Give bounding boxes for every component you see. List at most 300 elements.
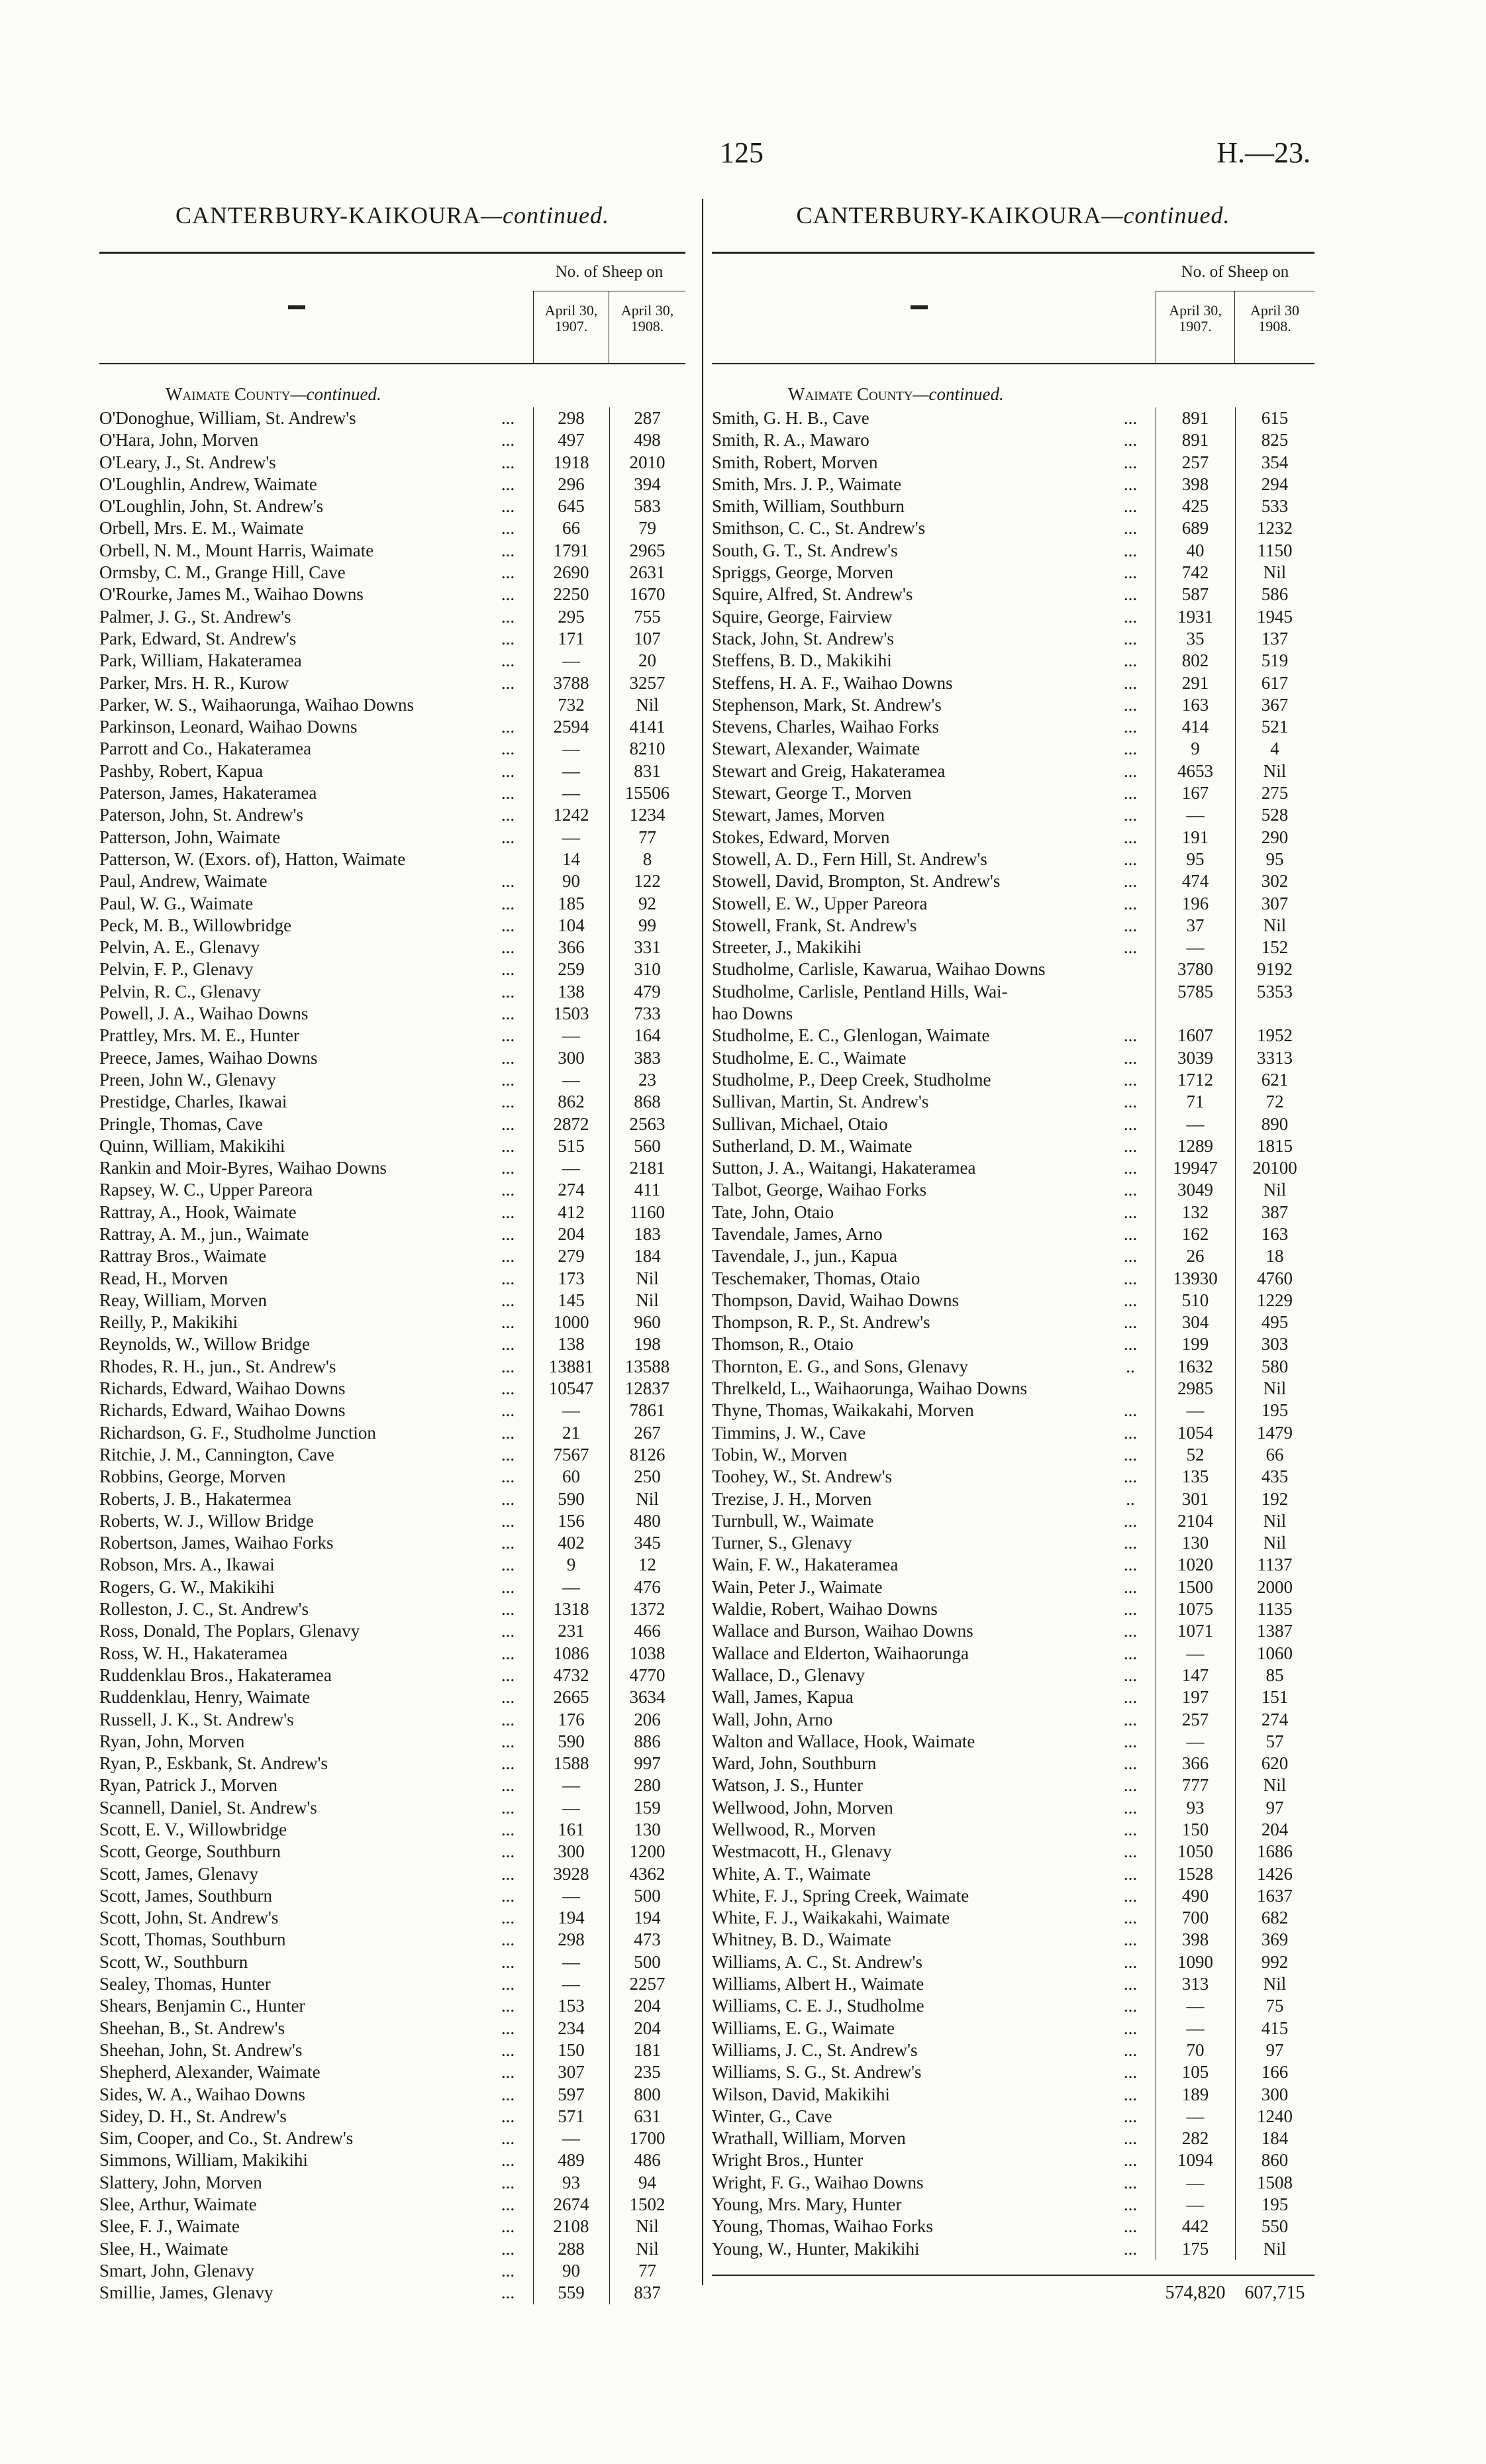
entry-name: Teschemaker, Thomas, Otaio: [712, 1268, 920, 1288]
entry-name: Ruddenklau Bros., Hakateramea: [99, 1665, 332, 1685]
entry-name: Peck, M. B., Willowbridge: [99, 915, 292, 935]
sheep-1908: Nil: [636, 694, 659, 715]
entry-name: White, F. J., Spring Creek, Waimate: [712, 1885, 969, 1906]
sheep-1908: 500: [634, 1951, 661, 1972]
sheep-1907: 515: [558, 1135, 585, 1156]
table-row: [99, 584, 685, 605]
sheep-1908: 195: [1261, 2194, 1289, 2215]
sheep-1907: 1050: [1177, 1841, 1213, 1862]
entry-name: Robbins, George, Morven: [99, 1466, 286, 1487]
leader-dots: ...: [501, 672, 515, 693]
table-row: [99, 1753, 685, 1774]
sheep-1908: 550: [1261, 2216, 1289, 2237]
table-row: [712, 1951, 1314, 1973]
sheep-1908: 130: [634, 1820, 661, 1839]
leader-dots: ...: [501, 2260, 515, 2281]
entry-name: Pelvin, R. C., Glenavy: [99, 981, 261, 1001]
sheep-1907: 156: [558, 1510, 585, 1531]
entry-name: Thyne, Thomas, Waikakahi, Morven: [712, 1400, 974, 1421]
sheep-1907: 3788: [553, 672, 589, 693]
sheep-1907: 1503: [553, 1003, 589, 1024]
entry-name: Ruddenklau, Henry, Waimate: [99, 1687, 310, 1708]
table-row: [712, 2039, 1314, 2061]
sheep-1908: 95: [1265, 848, 1284, 869]
date-1908: April 30,: [620, 302, 674, 319]
leader-dots: ...: [501, 1025, 515, 1046]
sheep-1907: 442: [1181, 2216, 1209, 2237]
table-row: [99, 2260, 685, 2282]
table-row: [99, 2061, 685, 2083]
leader-dots: ...: [501, 606, 515, 627]
leader-dots: ...: [501, 1731, 515, 1751]
sheep-1907: 366: [1181, 1753, 1209, 1774]
table-row: [712, 1223, 1314, 1245]
entry-name: Russell, J. K., St. Andrew's: [99, 1709, 294, 1729]
leader-dots: ...: [501, 871, 515, 892]
leader-dots: ...: [501, 1135, 515, 1156]
sheep-1907: 3780: [1177, 959, 1213, 980]
sheep-1908: 1060: [1257, 1643, 1293, 1663]
sheep-1907: —: [562, 1400, 580, 1421]
sheep-1907: 689: [1181, 518, 1209, 539]
table-row: [99, 1444, 685, 1466]
leader-dots: ...: [1123, 1223, 1138, 1244]
table-row: [99, 2106, 685, 2128]
sheep-1908: 280: [634, 1775, 661, 1796]
sheep-1908: 1240: [1257, 2106, 1293, 2126]
table-row: [712, 1268, 1314, 1290]
sheep-1907: 9: [1191, 739, 1200, 759]
entry-name: Slee, H., Waimate: [99, 2238, 228, 2259]
leader-dots: ...: [1123, 694, 1138, 715]
entry-name: Steffens, B. D., Makikihi: [712, 650, 892, 671]
table-row: [99, 1797, 685, 1819]
sheep-1907: 138: [558, 1334, 585, 1355]
entry-name: Smithson, C. C., St. Andrew's: [712, 518, 926, 539]
leader-dots: ...: [1123, 2238, 1138, 2259]
entry-name: Ormsby, C. M., Grange Hill, Cave: [99, 562, 346, 583]
leader-dots: ...: [1123, 717, 1138, 737]
leader-dots: ...: [1123, 430, 1138, 450]
table-row: [99, 1223, 685, 1245]
table-row: [712, 562, 1314, 584]
sheep-1907: 231: [558, 1621, 585, 1641]
entry-name: Stowell, E. W., Upper Pareora: [712, 893, 928, 913]
sheep-1907: 199: [1181, 1334, 1209, 1355]
leader-dots: ..: [1126, 1488, 1135, 1509]
sheep-1907: 5785: [1177, 981, 1213, 1001]
table-row: [99, 694, 685, 716]
table-row: [712, 1510, 1314, 1532]
table-row: [99, 848, 685, 870]
leader-dots: ...: [501, 474, 515, 494]
sheep-1907: 1242: [553, 805, 589, 825]
entry-name: Ritchie, J. M., Cannington, Cave: [99, 1444, 334, 1464]
table-row: [712, 1025, 1314, 1047]
leader-dots: ...: [1123, 1797, 1138, 1818]
entry-name: Robertson, James, Waihao Forks: [99, 1533, 334, 1553]
table-row: [712, 1841, 1314, 1863]
sheep-1908: 825: [1261, 430, 1289, 450]
leader-dots: ...: [1123, 1334, 1138, 1355]
sheep-1908: 97: [1265, 1797, 1284, 1818]
entry-name: Sheehan, John, St. Andrew's: [99, 2039, 303, 2060]
sheep-1908: 8: [642, 848, 652, 869]
sheep-1907: —: [1186, 805, 1205, 825]
table-row: [712, 2128, 1314, 2149]
leader-dots: ...: [501, 1466, 515, 1487]
leader-dots: ...: [1123, 1599, 1138, 1619]
leader-dots: ...: [1123, 1092, 1138, 1112]
entry-name: Tavendale, James, Arno: [712, 1223, 883, 1244]
table-row: [712, 1797, 1314, 1819]
entry-name: Williams, Albert H., Waimate: [712, 1974, 924, 1994]
sheep-1908: 473: [634, 1929, 661, 1950]
table-row: [99, 1554, 685, 1576]
leader-dots: ...: [1123, 739, 1138, 759]
leader-dots: ...: [501, 650, 515, 671]
sheep-1908: 23: [638, 1069, 656, 1090]
entry-name: Prestidge, Charles, Ikawai: [99, 1092, 287, 1112]
sheep-1907: 298: [558, 1929, 585, 1950]
entry-name: Young, Thomas, Waihao Forks: [712, 2216, 933, 2237]
sheep-1907: —: [562, 1797, 580, 1818]
sheep-1907: 304: [1181, 1312, 1209, 1333]
table-row: [712, 1598, 1314, 1620]
entry-name: Slattery, John, Morven: [99, 2172, 262, 2192]
leader-dots: ...: [501, 2238, 515, 2259]
sheep-1907: 185: [558, 893, 585, 913]
table-row: [712, 2216, 1314, 2237]
sheep-1907: 590: [558, 1488, 585, 1509]
right-table-header: [712, 252, 1314, 364]
sheep-1907: —: [562, 760, 580, 781]
sheep-1908: 303: [1261, 1334, 1289, 1355]
entry-name: Sullivan, Michael, Otaio: [712, 1113, 888, 1134]
sheep-1908: Nil: [1263, 1510, 1287, 1531]
table-row: [99, 804, 685, 826]
table-row: [99, 1333, 685, 1355]
entry-name: Orbell, N. M., Mount Harris, Waimate: [99, 540, 374, 560]
leader-dots: ...: [501, 2194, 515, 2215]
table-row: [99, 1003, 685, 1025]
table-row: [99, 1620, 685, 1642]
entry-name: Scott, John, St. Andrew's: [99, 1908, 279, 1928]
leader-dots: ...: [501, 1908, 515, 1928]
table-row: [712, 870, 1314, 892]
table-row: [712, 915, 1314, 937]
sheep-1908: 310: [634, 959, 661, 980]
sheep-1908: 8210: [629, 739, 666, 759]
sheep-1908: Nil: [636, 2238, 659, 2259]
table-row: [99, 782, 685, 804]
leader-dots: ...: [1123, 1510, 1138, 1531]
entry-name: Paterson, John, St. Andrew's: [99, 805, 303, 825]
heading-main: CANTERBURY-KAIKOURA: [175, 202, 481, 229]
sheep-1907: 597: [558, 2084, 585, 2104]
table-row: [712, 1003, 1314, 1025]
entry-name: Preen, John W., Glenavy: [99, 1069, 276, 1090]
leader-dots: ...: [1123, 937, 1138, 958]
sheep-1908: 800: [634, 2084, 661, 2104]
leader-dots: ...: [501, 408, 515, 428]
table-row: [712, 429, 1314, 451]
entry-name: Stewart, Alexander, Waimate: [712, 739, 920, 759]
sheep-1907: 1931: [1177, 606, 1213, 627]
leader-dots: ...: [501, 1378, 515, 1399]
sheep-1907: 2985: [1177, 1378, 1213, 1399]
entry-name: Wilson, David, Makikihi: [712, 2084, 890, 2104]
leader-dots: ...: [1123, 1202, 1138, 1222]
leader-dots: ...: [1123, 562, 1138, 583]
entry-name: Wallace and Elderton, Waihaorunga: [712, 1643, 969, 1663]
leader-dots: ...: [501, 2106, 515, 2126]
entry-name: Quinn, William, Makikihi: [99, 1135, 285, 1156]
leader-dots: ...: [501, 496, 515, 517]
entry-name: Wall, John, Arno: [712, 1709, 833, 1729]
sheep-1908: 300: [1261, 2084, 1289, 2104]
sheep-1908: 755: [634, 606, 661, 627]
sheep-1907: 1500: [1177, 1576, 1213, 1597]
leader-dots: ...: [501, 1202, 515, 1222]
entry-name: Thompson, David, Waihao Downs: [712, 1290, 960, 1310]
sheep-1908: Nil: [1263, 1533, 1287, 1553]
sheep-1908: 528: [1261, 805, 1289, 825]
table-row: [712, 584, 1314, 605]
table-row: [99, 1510, 685, 1532]
leader-dots: ...: [501, 1533, 515, 1553]
table-row: [712, 2149, 1314, 2171]
leader-dots: ...: [1123, 1422, 1138, 1443]
sheep-1907: 153: [558, 1996, 585, 2016]
leader-dots: ...: [501, 1356, 515, 1376]
table-row: [99, 650, 685, 672]
table-row: [99, 429, 685, 451]
table-row: [99, 1973, 685, 1995]
sheep-1908: 345: [634, 1533, 661, 1553]
entry-name: O'Loughlin, Andrew, Waimate: [99, 474, 317, 494]
leader-dots: ...: [501, 452, 515, 472]
sheep-1907: —: [1186, 1731, 1205, 1751]
sheep-1908: 99: [638, 915, 656, 935]
sheep-1908: 621: [1261, 1069, 1289, 1090]
table-row: [99, 495, 685, 517]
entry-name: Stowell, Frank, St. Andrew's: [712, 915, 917, 935]
leader-dots: ...: [501, 1885, 515, 1906]
sheep-1908: 15506: [624, 783, 670, 803]
entry-name: Stokes, Edward, Morven: [712, 827, 890, 847]
table-row: [712, 694, 1314, 716]
entry-name: Thompson, R. P., St. Andrew's: [712, 1312, 930, 1333]
entry-name: Wall, James, Kapua: [712, 1687, 854, 1708]
name-column-dash: [911, 305, 928, 309]
sheep-1908: 1945: [1257, 606, 1293, 627]
leader-dots: ...: [1123, 760, 1138, 781]
sheep-1908: 1160: [630, 1202, 665, 1222]
table-row: [99, 1907, 685, 1929]
sheep-1908: 7861: [629, 1400, 666, 1421]
sheep-1907: 298: [558, 408, 585, 428]
entry-name: Simmons, William, Makikihi: [99, 2150, 308, 2171]
table-row: [712, 2172, 1314, 2194]
sheep-1908: 85: [1265, 1665, 1284, 1685]
table-row: [712, 628, 1314, 650]
sheep-1908: 287: [634, 408, 661, 428]
leader-dots: ...: [501, 959, 515, 980]
table-row: [99, 1466, 685, 1488]
entry-name: Rolleston, J. C., St. Andrew's: [99, 1599, 309, 1619]
entry-name: Stack, John, St. Andrew's: [712, 628, 894, 648]
entry-name: Richards, Edward, Waihao Downs: [99, 1400, 346, 1421]
sheep-1908: 997: [634, 1753, 661, 1774]
entry-name: Squire, Alfred, St. Andrew's: [712, 584, 913, 605]
table-row: [712, 1135, 1314, 1157]
sheep-1908: 860: [1261, 2150, 1289, 2171]
entry-name: Rankin and Moir-Byres, Waihao Downs: [99, 1158, 387, 1178]
entry-name: Rhodes, R. H., jun., St. Andrew's: [99, 1356, 336, 1376]
sheep-1908: 960: [634, 1312, 661, 1333]
entry-name: Tate, John, Otaio: [712, 1202, 834, 1222]
left-column: [99, 199, 685, 2304]
sheep-1907: 194: [558, 1908, 585, 1928]
sheep-1908: Nil: [1263, 1180, 1287, 1200]
entry-name: Squire, George, Fairview: [712, 606, 893, 627]
entry-name: Williams, C. E. J., Studholme: [712, 1996, 924, 2016]
sheep-1908: 159: [634, 1797, 661, 1818]
sheep-1907: 191: [1181, 827, 1209, 847]
sheep-1907: 1000: [553, 1312, 589, 1333]
leader-dots: ...: [501, 739, 515, 759]
leader-dots: ...: [1123, 1025, 1138, 1046]
sheep-1908: 4770: [629, 1665, 666, 1685]
table-row: [712, 1554, 1314, 1576]
sheep-1908: 2257: [629, 1974, 666, 1994]
sheep-1907: —: [562, 650, 580, 671]
sheep-1908: 1815: [1257, 1135, 1293, 1156]
sheep-1907: 296: [558, 474, 585, 494]
table-row: [99, 870, 685, 892]
sheep-1908: 682: [1261, 1908, 1289, 1928]
leader-dots: ...: [1123, 2194, 1138, 2215]
sheep-1907: 176: [558, 1709, 585, 1729]
sheep-1907: 90: [562, 2260, 580, 2281]
entry-name: Williams, S. G., St. Andrew's: [712, 2062, 922, 2082]
sheep-1907: 196: [1181, 893, 1209, 913]
sheep-1908: Nil: [636, 1268, 659, 1288]
leader-dots: ...: [501, 717, 515, 737]
table-row: [712, 1444, 1314, 1466]
leader-dots: ...: [501, 1775, 515, 1796]
leader-dots: ...: [1123, 1180, 1138, 1200]
sheep-1907: 2250: [553, 584, 589, 605]
leader-dots: ...: [501, 1555, 515, 1575]
sheep-1907: 150: [558, 2039, 585, 2060]
sheep-1908: 184: [634, 1246, 661, 1266]
sheep-1908: 367: [1261, 694, 1289, 715]
sheep-1908: 302: [1261, 871, 1289, 892]
entry-name: Young, Mrs. Mary, Hunter: [712, 2194, 902, 2215]
sheep-1908: 476: [634, 1576, 661, 1597]
table-row: [712, 2018, 1314, 2039]
sheep-1908: 620: [1261, 1753, 1289, 1774]
leader-dots: ...: [1123, 1290, 1138, 1310]
col-header-1908: [609, 291, 685, 363]
sheep-1907: —: [562, 1974, 580, 1994]
sheep-1907: 9: [566, 1555, 576, 1575]
total-1908: 607,715: [1244, 2282, 1305, 2303]
sheep-1908: 5353: [1257, 981, 1293, 1001]
table-row: [712, 848, 1314, 870]
leader-dots: ...: [1123, 1158, 1138, 1178]
entry-name: Ryan, P., Eskbank, St. Andrew's: [99, 1753, 328, 1774]
table-row: [712, 495, 1314, 517]
sheep-1908: 1479: [1257, 1422, 1293, 1443]
entry-name: Walton and Wallace, Hook, Waimate: [712, 1731, 975, 1751]
table-row: [712, 517, 1314, 539]
sheep-1908: 383: [634, 1047, 661, 1068]
sheep-1907: 645: [558, 496, 585, 517]
entry-name: White, A. T., Waimate: [712, 1863, 871, 1884]
table-row: [712, 804, 1314, 826]
sheep-1907: 802: [1181, 650, 1209, 671]
sheep-1908: 77: [638, 2260, 656, 2281]
sheep-1907: 490: [1181, 1885, 1209, 1906]
table-row: [712, 1643, 1314, 1665]
sheep-1907: 135: [1181, 1466, 1209, 1487]
entry-name: Turner, S., Glenavy: [712, 1533, 852, 1553]
table-row: [99, 1179, 685, 1201]
sheep-1908: 20: [638, 650, 656, 671]
entry-name: Shepherd, Alexander, Waimate: [99, 2062, 321, 2082]
leader-dots: ...: [501, 1974, 515, 1994]
table-row: [99, 1885, 685, 1907]
table-row: [99, 738, 685, 760]
sheep-1907: 2665: [553, 1687, 589, 1708]
sheep-1907: 52: [1186, 1444, 1205, 1464]
sheep-1908: 192: [1261, 1488, 1289, 1509]
sheep-1907: 3039: [1177, 1047, 1213, 1068]
sheep-1908: 1234: [629, 805, 666, 825]
left-subheading: [99, 381, 685, 407]
leader-dots: ...: [1123, 452, 1138, 472]
table-row: [712, 650, 1314, 672]
sheep-1908: Nil: [1263, 2238, 1287, 2259]
leader-dots: ...: [501, 1268, 515, 1288]
leader-dots: ...: [1123, 2106, 1138, 2126]
table-row: [712, 452, 1314, 474]
sheep-1907: 291: [1181, 672, 1209, 693]
sheep-1907: 1712: [1177, 1069, 1213, 1090]
table-row: [99, 893, 685, 915]
sheep-1907: 7567: [553, 1444, 589, 1464]
sheep-1908: 486: [634, 2150, 661, 2171]
sheep-1908: 354: [1261, 452, 1289, 472]
table-row: [99, 915, 685, 937]
leader-dots: ...: [1123, 1113, 1138, 1134]
leader-dots: ...: [1123, 474, 1138, 494]
leader-dots: ...: [1123, 606, 1138, 627]
leader-dots: ...: [501, 2018, 515, 2038]
document-reference: H.—23.: [1216, 136, 1311, 169]
table-row: [712, 1047, 1314, 1069]
entry-name: Parrott and Co., Hakateramea: [99, 739, 312, 759]
leader-dots: ...: [1123, 1069, 1138, 1090]
leader-dots: ...: [1123, 1731, 1138, 1751]
entry-name: Stewart, James, Morven: [712, 805, 885, 825]
sheep-1907: 1607: [1177, 1025, 1213, 1046]
sheep-1908: 66: [1265, 1444, 1284, 1464]
table-row: [99, 1047, 685, 1069]
